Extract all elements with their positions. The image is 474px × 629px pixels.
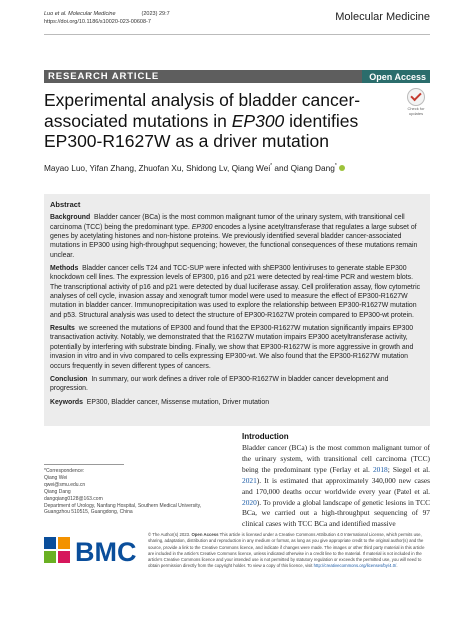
bmc-logo-mark xyxy=(44,537,70,563)
check-updates-icon xyxy=(407,88,425,106)
abstract-heading: Abstract xyxy=(50,200,81,209)
correspondence-divider xyxy=(44,464,124,465)
article-title: Experimental analysis of bladder cancer-associated mutations in EP300 identifies EP300-R1627W as a driver mutation xyxy=(44,90,361,151)
introduction-text: Bladder cancer (BCa) is the most common malignant tumor of the urinary system, with transitional cell carcinoma (TCC) being the predominant type (Ferlay et al. 2018; Siegel et al. 2021). It is estimated that approximately 340,000 new cases and 170,000 deaths occur worldwide every year (Patel et al. 2020). To provide a global landscape of genetic lesions in TCC BCa, we carried out a high-throughput sequencing of 97 clinical cases with TCC BCa and identified massive xyxy=(242,443,430,529)
ref-link[interactable]: 2021 xyxy=(242,475,257,485)
journal-name: Molecular Medicine xyxy=(335,11,430,23)
bmc-logo xyxy=(44,537,136,565)
doi-link[interactable]: https://doi.org/10.1186/s10020-023-00608-7 xyxy=(44,19,151,25)
ref-link[interactable]: 2020 xyxy=(242,497,257,507)
header-divider xyxy=(44,34,430,35)
article-type: RESEARCH ARTICLE xyxy=(48,71,160,82)
abstract-methods: Methods Bladder cancer cells T24 and TCC-SUP were infected with shEP300 lentiviruses to generate stable EP300 knockdown cell lines. The expression levels of EP300, p16 and p21 were detected by real-time PCR and western blots. The transcriptional activity of p16 and p21 were detected by dual luciferase assay. Cell proliferation assay, flow cytometric analyses of cell cycle, invasion assay and xenograft tumor model were used to measure the effect of EP300-R1627W mutation in bladder cancer. Immunoprecipitation was used to explore the relationship between EP300-R1627W mutation and p53. Structural analysis was used to detect the structure of EP300-R1627W protein compared to EP300-wt protein. xyxy=(50,265,421,319)
introduction-heading: Introduction xyxy=(242,432,289,441)
check-updates-label: Check for updates xyxy=(407,106,425,116)
bmc-logo-text: BMC xyxy=(75,537,136,565)
check-for-updates-button[interactable] xyxy=(404,88,428,116)
abstract-box xyxy=(44,194,430,426)
orcid-icon[interactable] xyxy=(339,165,345,171)
open-access-badge: Open Access xyxy=(362,70,430,83)
abstract-background: Background Bladder cancer (BCa) is the most common malignant tumor of the urinary system, with transitional cell carcinoma (TCC) being the predominant type. EP300 encodes a lysine acetyltransferase that regulates a large subset of genes by acetylating histones and non-histone proteins. We previously identified several bladder cancer-associated mutations in EP300 using high-throughput sequencing; however, the functional consequences of these mutations remain unclear. xyxy=(50,214,418,259)
year-volume: (2023) 29:7 xyxy=(141,11,170,17)
abstract-keywords: Keywords EP300, Bladder cancer, Missense mutation, Driver mutation xyxy=(50,398,270,406)
citation: Luo et al. Molecular Medicine xyxy=(44,11,116,17)
abstract-results: Results we screened the mutations of EP300 and found that the EP300-R1627W mutation significantly impairs EP300 transactivation activity. Notably, we demonstrated that the R1627W mutation impairs EP300 acetyltransferase activity, potentially by interfering with substrate binding. Finally, we show that EP300-R1627W is more aggressive in growth and invasion in vitro and in vivo compared to cells expressing EP300-wt. We also found that the EP300-R1627W mutation occurs frequently in seven different types of cancers. xyxy=(50,325,414,370)
license-link[interactable]: http://creativecommons.org/licenses/by/4.0/ xyxy=(313,563,397,569)
license-text: © The Author(s) 2023. Open Access This article is licensed under a Creative Commons Attribution 4.0 International License, which permits use, sharing, adaptation, distribution and reproduction in any medium or format, as long as you give appropriate credit to the original author(s) and the source, provide a link to the Creative Commons licence, and indicate if changes were made. The images or other third party material in this article are included in the article's Creative Commons licence, unless indicated otherwise in a credit line to the material. If material is not included in the article's Creative Commons licence and your intended use is not permitted by statutory regulation or exceeds the permitted use, you will need to obtain permission directly from the copyright holder. To view a copy of this licence, visit http://creativecommons.org/licenses/by/4.0/. xyxy=(148,532,425,569)
email-link[interactable]: dangqiang0128@163.com xyxy=(44,495,103,502)
abstract-conclusion: Conclusion In summary, our work defines a driver role of EP300-R1627W in bladder cancer development and progression. xyxy=(50,375,389,393)
correspondence: *Correspondence: Qiang Wei qwei@smu.edu.cn Qiang Dang dangqiang0128@163.com Department of Urology, Nanfang Hospital, Southern Medical University, Guangzhou 510515, Guangdong, China xyxy=(44,468,202,516)
ref-link[interactable]: 2018 xyxy=(372,464,388,474)
author-list: Mayao Luo, Yifan Zhang, Zhuofan Xu, Shidong Lv, Qiang Wei* and Qiang Dang* xyxy=(44,163,345,173)
article-type-banner xyxy=(44,70,430,83)
running-header xyxy=(44,10,170,26)
email-link[interactable]: qwei@smu.edu.cn xyxy=(44,481,86,488)
